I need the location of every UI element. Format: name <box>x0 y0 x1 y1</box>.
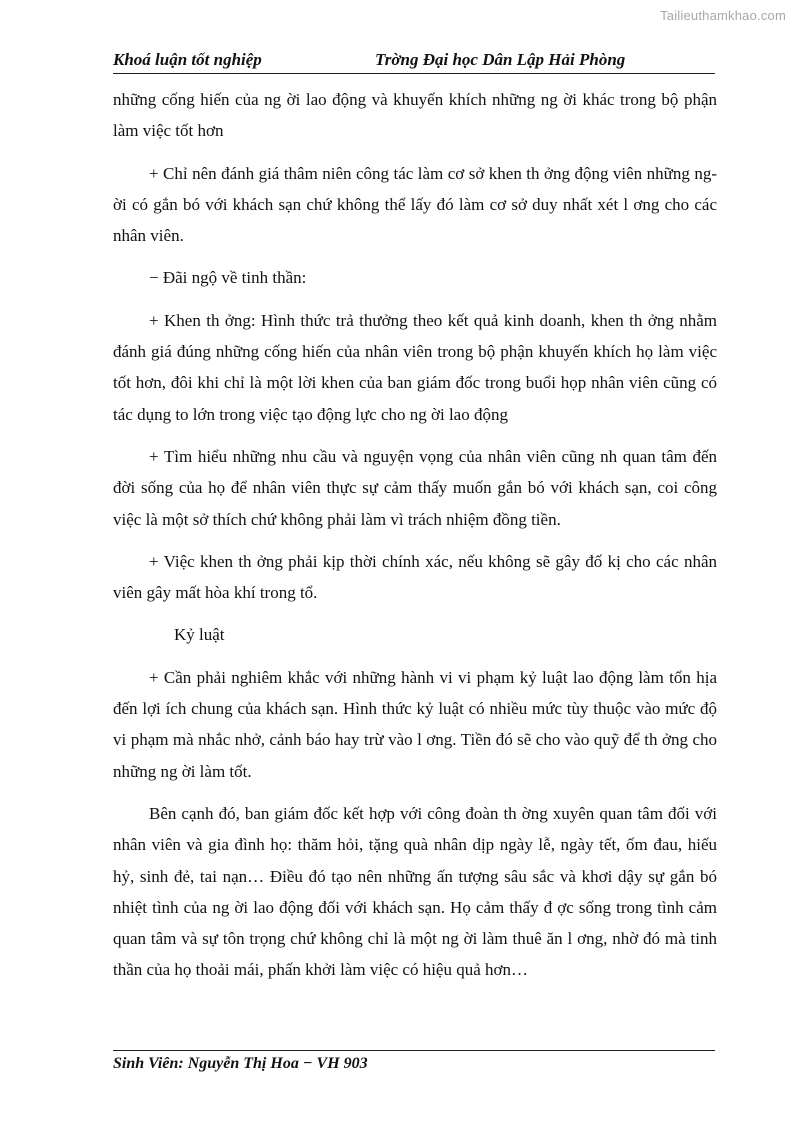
heading-discipline: Kỷ luật <box>174 625 225 645</box>
paragraph-continuation: những cống hiến của ng ời lao động và khuyến khích những ng ời khác trong bộ phận làm việc tốt hơn <box>113 90 717 141</box>
heading-spiritual-rewards: − Đãi ngộ về tinh thần: <box>149 268 307 288</box>
paragraph-timely-reward: + Việc khen th ởng phải kịp thời chính xác, nếu không sẽ gây đố kị cho các nhân viên gây mất hòa khí trong tổ. <box>113 551 717 603</box>
paragraph-needs: + Tìm hiểu những nhu cầu và nguyện vọng của nhân viên cũng nh quan tâm đến đời sống của họ để nhân viên thực sự cảm thấy muốn gắn bó với khách sạn, coi công việc là một sở thích chứ không phải làm vì trách nhiệm đồng tiền. <box>113 446 717 529</box>
paragraph-discipline: + Cần phải nghiêm khắc với những hành vi vi phạm kỷ luật lao động làm tổn hịa đến lợi ích chung của khách sạn. Hình thức kỷ luật có nhiều mức tùy thuộc vào mức độ vi phạm mà nhắc nhở, cảnh báo hay trừ vào l ơng. Tiền đó sẽ cho vào quỹ để th ởng cho những ng ời làm tốt. <box>113 667 717 781</box>
paragraph-praise: + Khen th ởng: Hình thức trả thưởng theo kết quả kinh doanh, khen th ởng nhằm đánh giá đúng những cống hiến của nhân viên trong bộ phận khuyến khích họ làm việc tốt hơn, đôi khi chỉ là một lời khen của ban giám đốc trong buổi họp nhân viên cũng có tác dụng to lớn trong việc tạo động lực cho ng ời lao động <box>113 310 717 424</box>
paragraph-seniority: + Chỉ nên đánh giá thâm niên công tác làm cơ sở khen th ởng động viên những ng ời có gắn bó với khách sạn chứ không thể lấy đó làm cơ sở duy nhất xét l ơng cho các nhân viên. <box>113 163 717 246</box>
page-header <box>113 48 715 74</box>
page-footer: Sinh Viên: Nguyễn Thị Hoa − VH 903 <box>113 1055 368 1072</box>
header-thesis-title: Khoá luận tốt nghiệp <box>113 50 262 69</box>
header-divider <box>113 73 715 74</box>
header-university: Trờng Đại học Dân Lập Hải Phòng <box>375 50 626 69</box>
footer-divider <box>113 1050 715 1051</box>
document-body <box>113 84 717 986</box>
paragraph-management-care: Bên cạnh đó, ban giám đốc kết hợp với công đoàn th ờng xuyên quan tâm đối với nhân viên và gia đình họ: thăm hỏi, tặng quà nhân dịp ngày lễ, ngày tết, ốm đau, hiếu hỷ, sinh đẻ, tai nạn… Điều đó tạo nên những ấn tượng sâu sắc và khơi dậy sự gắn bó nhiệt tình của ng ời lao động đối với khách sạn. Họ cảm thấy đ ợc sống trong tình cảm quan tâm và sự tôn trọng chứ không chỉ là một ng ời làm thuê ăn l ơng, nhờ đó mà tinh thần của họ thoải mái, phấn khởi làm việc có hiệu quả hơn… <box>113 803 717 980</box>
watermark-text: Tailieuthamkhao.com <box>660 8 786 23</box>
